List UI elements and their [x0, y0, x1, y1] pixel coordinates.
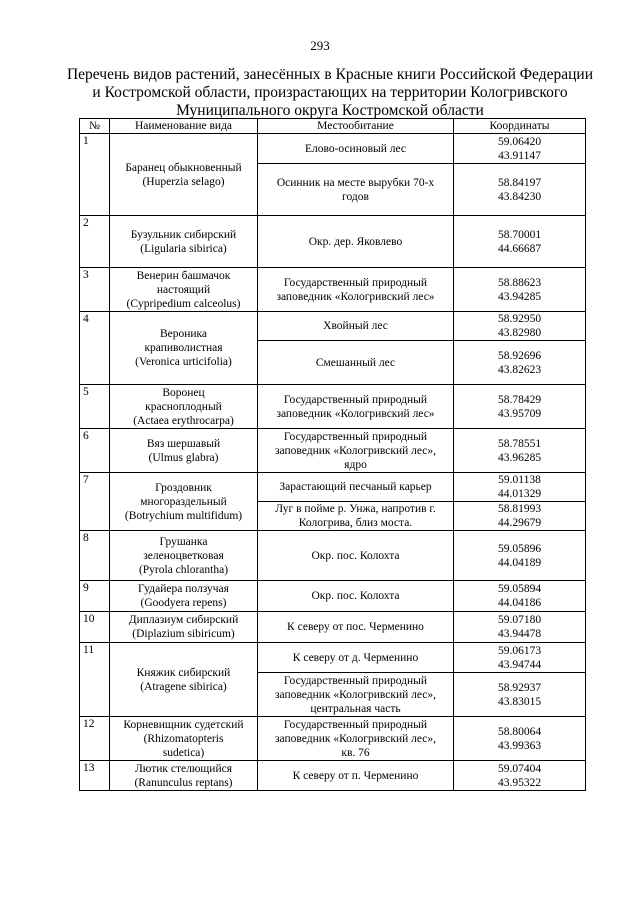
habitat-line: заповедник «Кологривский лес», — [275, 688, 436, 701]
species-name-line: Диплазиум сибирский — [128, 614, 239, 626]
row-number — [80, 531, 110, 581]
coordinates — [454, 164, 586, 216]
latitude: 58.84197 — [497, 176, 542, 189]
row-number — [80, 643, 110, 717]
table-row — [80, 531, 586, 581]
habitat-line: заповедник «Кологривский лес» — [276, 407, 435, 420]
row-number-text: 2 — [83, 217, 89, 229]
row-number — [80, 761, 110, 791]
species-name-line: (Goodyera repens) — [140, 597, 227, 609]
species-name-line: Бузульник сибирский — [130, 228, 237, 241]
coordinates — [454, 761, 586, 791]
row-number — [80, 717, 110, 761]
table-row — [80, 268, 586, 312]
species-name-line: Вяз шершавый — [146, 437, 221, 450]
species-name — [110, 612, 258, 643]
table-row — [80, 312, 586, 341]
latitude: 58.70001 — [497, 228, 542, 241]
habitat — [258, 429, 454, 473]
longitude: 44.66687 — [497, 242, 542, 255]
longitude: 43.91147 — [498, 149, 541, 162]
coordinates — [454, 502, 586, 531]
habitat-line: К северу от п. Черменино — [292, 769, 419, 782]
longitude: 43.83015 — [497, 695, 542, 708]
habitat-line: Луг в пойме р. Унжа, напротив г. — [275, 503, 436, 515]
species-name — [110, 385, 258, 429]
species-name-line: (Ranunculus reptans) — [134, 776, 233, 789]
habitat-line: Государственный природный — [283, 276, 428, 289]
species-name-line: (Pyrola chlorantha) — [138, 563, 229, 576]
habitat-line: Зарастающий песчаный карьер — [279, 481, 432, 493]
species-name-line: (Diplazium sibiricum) — [132, 628, 235, 640]
species-name-line: (Botrychium multifidum) — [124, 509, 243, 522]
species-name-line: sudetica) — [162, 746, 205, 759]
habitat-line: Кологрива, близ моста. — [298, 517, 413, 529]
row-number-text: 10 — [83, 613, 95, 625]
table-row — [80, 612, 586, 643]
species-name-line: Грушанка — [159, 535, 208, 548]
header-species-name: Наименование вида — [110, 119, 258, 134]
habitat — [258, 216, 454, 268]
coordinates — [454, 581, 586, 612]
table-header-row — [80, 119, 586, 134]
latitude: 59.05894 — [497, 583, 542, 595]
coordinates — [454, 473, 586, 502]
row-number — [80, 612, 110, 643]
longitude: 43.96285 — [497, 451, 542, 464]
row-number-text: 11 — [83, 644, 95, 656]
table-row — [80, 581, 586, 612]
latitude: 58.92950 — [497, 313, 542, 325]
row-number — [80, 216, 110, 268]
habitat-line: Государственный природный — [283, 393, 428, 406]
habitat — [258, 531, 454, 581]
species-name — [110, 761, 258, 791]
habitat-line: К северу от д. Черменино — [292, 651, 419, 664]
title-line-1: Перечень видов растений, занесённых в Красные книги Российской Федерации — [66, 66, 594, 83]
habitat — [258, 341, 454, 385]
habitat — [258, 581, 454, 612]
row-number-text: 8 — [83, 532, 89, 544]
habitat-line: центральная часть — [310, 702, 401, 715]
species-name — [110, 429, 258, 473]
coordinates — [454, 385, 586, 429]
habitat — [258, 502, 454, 531]
coordinates — [454, 643, 586, 673]
row-number-text: 12 — [83, 718, 95, 730]
species-name-line: (Ulmus glabra) — [148, 451, 219, 464]
row-number-text: 1 — [83, 135, 89, 147]
row-number — [80, 581, 110, 612]
coordinates — [454, 268, 586, 312]
table-body — [80, 134, 586, 791]
habitat-line: Смешанный лес — [315, 356, 396, 369]
habitat-line: ядро — [344, 458, 367, 471]
habitat — [258, 473, 454, 502]
habitat — [258, 134, 454, 164]
header-coordinates: Координаты — [454, 119, 586, 134]
species-name — [110, 717, 258, 761]
table-row — [80, 385, 586, 429]
table-row — [80, 216, 586, 268]
longitude: 44.04189 — [497, 556, 542, 569]
habitat-line: кв. 76 — [341, 746, 370, 759]
species-name-line: Венерин башмачок — [136, 269, 231, 282]
latitude: 58.92696 — [497, 349, 542, 362]
longitude: 43.82623 — [497, 363, 542, 376]
habitat-line: Осинник на месте вырубки 70-х — [276, 176, 435, 189]
habitat-line: заповедник «Кологривский лес», — [275, 732, 436, 745]
habitat — [258, 268, 454, 312]
header-habitat: Местообитание — [258, 119, 454, 134]
table-row — [80, 429, 586, 473]
row-number-text: 4 — [83, 313, 89, 325]
table-row — [80, 761, 586, 791]
longitude: 43.95709 — [497, 407, 542, 420]
habitat-line: Елово-осиновый лес — [304, 142, 407, 155]
habitat — [258, 164, 454, 216]
latitude: 58.81993 — [497, 503, 542, 515]
longitude: 44.04186 — [497, 597, 542, 609]
habitat-line: К северу от пос. Черменино — [287, 621, 424, 633]
species-name-line: (Ligularia sibirica) — [140, 242, 227, 255]
habitat — [258, 312, 454, 341]
latitude: 59.06173 — [497, 644, 542, 657]
row-number — [80, 429, 110, 473]
row-number-text: 5 — [83, 386, 89, 398]
habitat-line: заповедник «Кологривский лес», — [275, 444, 436, 457]
habitat — [258, 612, 454, 643]
longitude: 43.82980 — [497, 327, 542, 339]
row-number-text: 9 — [83, 582, 89, 594]
row-number-text: 13 — [83, 762, 95, 774]
species-name-line: (Actaea erythrocarpa) — [133, 414, 234, 427]
species-name — [110, 216, 258, 268]
species-name-line: Корневищник судетский — [123, 718, 244, 731]
table-row — [80, 643, 586, 673]
species-name-line: крапиволистная — [144, 342, 223, 354]
species-name-line: Лютик стелющийся — [134, 762, 232, 775]
coordinates — [454, 531, 586, 581]
habitat-line: заповедник «Кологривский лес» — [276, 290, 435, 303]
row-number — [80, 134, 110, 216]
table-row — [80, 473, 586, 502]
habitat — [258, 385, 454, 429]
habitat-line: Государственный природный — [283, 718, 428, 731]
habitat — [258, 761, 454, 791]
species-table — [79, 118, 586, 791]
latitude: 58.78429 — [497, 393, 542, 406]
row-number — [80, 385, 110, 429]
latitude: 58.80064 — [497, 725, 542, 738]
header-number: № — [80, 119, 110, 134]
longitude: 44.29679 — [497, 517, 542, 529]
longitude: 43.94744 — [497, 658, 542, 671]
latitude: 58.92937 — [497, 681, 542, 694]
habitat-line: Хвойный лес — [323, 320, 388, 332]
row-number — [80, 312, 110, 385]
coordinates — [454, 429, 586, 473]
row-number — [80, 268, 110, 312]
longitude: 44.01329 — [497, 488, 542, 500]
longitude: 43.84230 — [497, 190, 542, 203]
coordinates — [454, 312, 586, 341]
document-title — [60, 66, 600, 120]
species-name-line: (Rhizomatopteris — [143, 732, 224, 745]
species-name-line: многораздельный — [140, 495, 227, 508]
species-name-line: (Atragene sibirica) — [140, 680, 227, 693]
habitat-line: годов — [342, 190, 369, 203]
latitude: 59.07180 — [497, 614, 542, 626]
latitude: 59.06420 — [497, 135, 542, 148]
species-name-line: (Cypripedium calceolus) — [126, 297, 241, 310]
row-number-text: 3 — [83, 269, 89, 281]
longitude: 43.94285 — [497, 290, 542, 303]
species-name-line: Гроздовник — [155, 481, 212, 494]
habitat — [258, 643, 454, 673]
species-name-line: настоящий — [156, 283, 211, 296]
coordinates — [454, 612, 586, 643]
table-row — [80, 717, 586, 761]
species-name — [110, 531, 258, 581]
habitat-line: Окр. пос. Колохта — [311, 549, 400, 562]
species-name-line: Гудайера ползучая — [138, 583, 229, 595]
title-line-3: Муниципального округа Костромской области — [176, 102, 484, 119]
species-name — [110, 312, 258, 385]
coordinates — [454, 717, 586, 761]
latitude: 59.05896 — [497, 542, 542, 555]
title-line-2: и Костромской области, произрастающих на территории Кологривского — [92, 84, 568, 101]
species-name — [110, 268, 258, 312]
species-name-line: зеленоцветковая — [143, 549, 224, 562]
species-name — [110, 643, 258, 717]
species-name — [110, 581, 258, 612]
habitat — [258, 717, 454, 761]
habitat — [258, 673, 454, 717]
latitude: 58.78551 — [497, 437, 542, 450]
species-name-line: красноплодный — [145, 400, 222, 413]
habitat-line: Окр. пос. Колохта — [311, 590, 400, 602]
row-number-text: 6 — [83, 430, 89, 442]
coordinates — [454, 134, 586, 164]
longitude: 43.95322 — [497, 776, 542, 789]
species-name-line: (Huperzia selago) — [142, 175, 225, 188]
coordinates — [454, 341, 586, 385]
species-name-line: Воронец — [162, 386, 205, 399]
species-name-line: (Veronica urticifolia) — [135, 356, 232, 368]
species-name — [110, 473, 258, 531]
coordinates — [454, 673, 586, 717]
row-number-text: 7 — [83, 474, 89, 486]
longitude: 43.99363 — [497, 739, 542, 752]
habitat-line: Государственный природный — [283, 430, 428, 443]
species-name — [110, 134, 258, 216]
species-name-line: Баранец обыкновенный — [125, 161, 242, 174]
species-name-line: Княжик сибирский — [136, 666, 231, 679]
row-number — [80, 473, 110, 531]
page-number: 293 — [310, 38, 330, 53]
habitat-line: Окр. дер. Яковлево — [308, 235, 403, 248]
latitude: 58.88623 — [497, 276, 542, 289]
coordinates — [454, 216, 586, 268]
latitude: 59.01138 — [498, 474, 541, 486]
longitude: 43.94478 — [497, 628, 542, 640]
species-name-line: Вероника — [159, 328, 208, 340]
habitat-line: Государственный природный — [283, 674, 428, 687]
latitude: 59.07404 — [497, 762, 542, 775]
table-row — [80, 134, 586, 164]
